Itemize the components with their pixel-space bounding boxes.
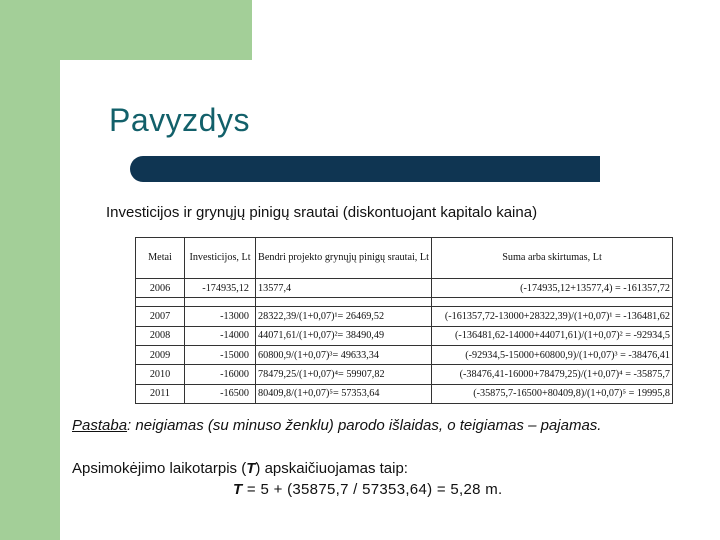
table-row [136,326,673,345]
year-cell: 2008 [136,326,185,345]
diff-cell: (-35875,7-16500+80409,8)/(1+0,07)⁵ = 19995,8 [432,384,673,403]
formula-symbol: T [233,481,243,498]
note-label: Pastaba [72,417,128,434]
payback-intro-b: ) apskaičiuojamas taip: [255,460,408,477]
cashflow-table-container [135,237,672,404]
payback-formula [233,481,503,498]
spacer-cell [136,298,185,307]
diff-cell: (-92934,5-15000+60800,9)/(1+0,07)³ = -38476,41 [432,345,673,364]
cashflow-table [135,237,673,404]
table-row [136,345,673,364]
flow-cell: 80409,8/(1+0,07)⁵= 57353,64 [256,384,432,403]
content-corner [60,60,100,100]
payback-intro-a: Apsimokėjimo laikotarpis ( [72,460,247,477]
investment-cell: -15000 [185,345,256,364]
table-row [136,365,673,384]
flow-cell: 44071,61/(1+0,07)²= 38490,49 [256,326,432,345]
investment-cell: -16000 [185,365,256,384]
payback-symbol: T [246,460,256,477]
year-cell: 2011 [136,384,185,403]
year-cell: 2010 [136,365,185,384]
payback-intro [72,460,408,477]
year-cell: 2007 [136,307,185,326]
table-header-row [136,238,673,279]
header-diff: Suma arba skirtumas, Lt [432,238,673,279]
flow-cell: 60800,9/(1+0,07)³= 49633,34 [256,345,432,364]
note-text: : neigiamas (su minuso ženklu) parodo išlaidas, o teigiamas – pajamas. [127,417,602,434]
table-row [136,279,673,298]
spacer-cell [256,298,432,307]
flow-cell: 78479,25/(1+0,07)⁴= 59907,82 [256,365,432,384]
table-spacer-row [136,298,673,307]
flow-cell: 28322,39/(1+0,07)¹= 26469,52 [256,307,432,326]
table-row [136,384,673,403]
investment-cell: -16500 [185,384,256,403]
spacer-cell [185,298,256,307]
header-investment: Investicijos, Lt [185,238,256,279]
header-flow: Bendri projekto grynųjų pinigų srautai, Lt [256,238,432,279]
slide-title: Pavyzdys [109,102,250,138]
flow-cell: 13577,4 [256,279,432,298]
diff-cell: (-161357,72-13000+28322,39)/(1+0,07)¹ = -136481,62 [432,307,673,326]
diff-cell: (-174935,12+13577,4) = -161357,72 [432,279,673,298]
investment-cell: -174935,12 [185,279,256,298]
slide-subtitle: Investicijos ir grynųjų pinigų srautai (diskontuojant kapitalo kaina) [106,204,538,221]
formula-text: = 5 + (35875,7 / 57353,64) = 5,28 m. [242,481,503,498]
investment-cell: -13000 [185,307,256,326]
note-paragraph [72,417,672,435]
title-divider [130,156,600,182]
investment-cell: -14000 [185,326,256,345]
green-top-block [60,0,252,60]
year-cell: 2006 [136,279,185,298]
table-row [136,307,673,326]
spacer-cell [432,298,673,307]
diff-cell: (-136481,62-14000+44071,61)/(1+0,07)² = -92934,5 [432,326,673,345]
green-sidebar-bar [0,0,60,540]
diff-cell: (-38476,41-16000+78479,25)/(1+0,07)⁴ = -35875,7 [432,365,673,384]
header-year: Metai [136,238,185,279]
year-cell: 2009 [136,345,185,364]
